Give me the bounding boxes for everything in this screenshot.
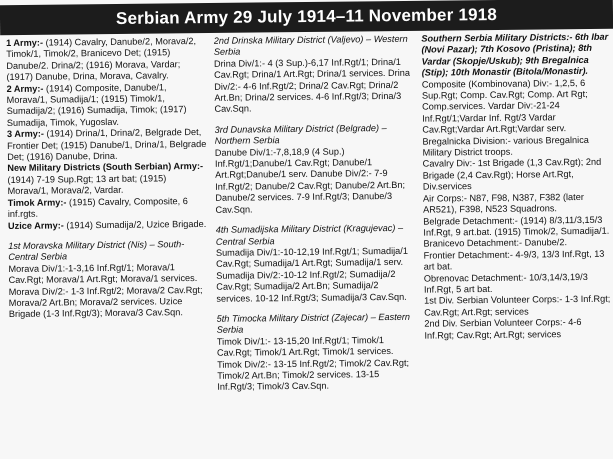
frontier-det-text: Frontier Detachment:- 4-9/3, 13/3 Inf.Rgt, 13 art bat. bbox=[423, 248, 605, 272]
air-corps-text: Air Corps:- N87, F98, N387, F382 (later AR521), F398, N523 Squadrons. bbox=[422, 191, 584, 215]
army2-text: (1914) Composite, Danube/1, Morava/1, Sumadija/1; (1915) Timok/1, Sumadija/2; (1916) Sumadija, Timok; (1917) Sumadija, Timok, Yugoslav. bbox=[6, 81, 187, 128]
md5-heading: 5th Timocka Military District (Zajecar) – Eastern Serbia bbox=[216, 311, 411, 336]
timok-army-text: (1915) Cavalry, Composite, 6 inf.rgts. bbox=[7, 195, 188, 220]
md5-text: Timok Div/1:- 13-15,20 Inf.Rgt/1; Timok/1 Cav.Rgt; Timok/1 Art.Rgt; Timok/1 services. Timok Div/2:- 13-15 Inf.Rgt/2; Timok/2 Cav.Rgt; Timok/2 Art.Bn; Timok/2 services. 13-15 Inf.Rgt/3; Timok/3 Cav.Sqn. bbox=[216, 334, 410, 393]
nmd-heading: New Military Districts (South Serbian) Army:- bbox=[7, 161, 204, 174]
column-1 bbox=[6, 36, 210, 456]
ssmd-text: Composite (Kombinovana) Div:- 1,2,5, 6 Sup.Rgt; Comp. Cav.Rgt; Comp. Art Rgt; Comp.services. Vardar Div:-21-24 Inf.Rgt/1;Vardar Inf. Rgt/3 Vardar Cav.Rgt;Vardar Art.Rgt;Vardar serv. Bregalnicka Division:- various Bregalnica Military District troops. bbox=[421, 77, 589, 158]
nmd-text: (1914) 7-19 Sup.Rgt; 13 art bat; (1915) Morava/1, Morava/2, Vardar. bbox=[7, 173, 167, 197]
md2-text: Drina Div/1:- 4 (3 Sup.)-6,17 Inf.Rgt/1; Drina/1 Cav.Rgt; Drina/1 Art.Rgt; Drina/1 services. Drina Div/2:- 4-6 Inf.Rgt/2; Drina/2 Cav.Rgt; Drina/2 Art.Bn; Drina/2 services. 4-6 Inf.Rgt/3; Drina/3 Cav.Sqn. bbox=[213, 56, 411, 115]
md1-text: Morava Div/1:-1-3,16 Inf.Rgt/1; Morava/1 Cav.Rgt; Morava/1 Art.Rgt; Morava/1 services. Morava Div/2:- 1-3 Inf.Rgt/2; Morava/2 Cav.Rgt; Morava/2 Art.Bn; Morava/2 services. Uzice Brigade (1-3 Inf.Rgt/3); Morava/3 Cav.Sqn. bbox=[8, 261, 203, 320]
ssmd-heading: Southern Serbia Military Districts:- 6th Ibar (Novi Pazar); 7th Kosovo (Pristina); 8th Vardar (Skopje/Uskub); 9th Bregalnica (Stip); 10th Monastir (Bitola/Monastir). bbox=[421, 31, 609, 78]
timok-army-heading: Timok Army:- bbox=[7, 197, 67, 208]
uzice-army-heading: Uzice Army:- bbox=[7, 219, 64, 231]
branicevo-det-text: Branicevo Detachment:- Danube/2. bbox=[423, 237, 568, 249]
uzice-army-text: (1914) Sumadija/2, Uzice Brigade. bbox=[63, 218, 207, 230]
army1-text: (1914) Cavalry, Danube/2, Morava/2, Timok/1, Timok/2, Branicevo Det; (1915) Danube/2. Drina/2; (1916) Morava, Vardar; (1917) Danube, Drina, Morava, Cavalry. bbox=[6, 36, 197, 83]
column-3 bbox=[421, 32, 613, 452]
army3-entry bbox=[7, 127, 207, 163]
page-title: Serbian Army 29 July 1914–11 November 1918 bbox=[115, 5, 498, 28]
army3-heading: 3 Army:- bbox=[6, 128, 44, 140]
timok-army-entry bbox=[8, 196, 208, 221]
army2-heading: 2 Army:- bbox=[6, 83, 44, 94]
md3-text: Danube Div/1:-7,8,18,9 (4 Sup.) Inf.Rgt/1;Danube/1 Cav.Rgt; Danube/1 Art.Rgt;Danube/1 serv. Danube Div/2:- 7-9 Inf.Rgt/2; Danube/2 Cav.Rgt; Danube/2 Art.Bn; Danube/2 services. 7-9 Inf.Rgt/3; Danube/3 Cav.Sqn. bbox=[214, 146, 406, 215]
volunteer-div1-text: 1st Div. Serbian Volunteer Corps:- 1-3 Inf.Rgt; Cav.Rgt; Art.Rgt; services bbox=[424, 294, 611, 318]
army3-text: (1914) Drina/1, Drina/2, Belgrade Det, Frontier Det; (1915) Danube/1, Drina/1, Belgrade Det; (1916) Danube, Drina. bbox=[7, 127, 207, 163]
page-title-banner bbox=[0, 0, 613, 35]
army1-heading: 1 Army:- bbox=[6, 37, 44, 48]
md3-heading: 3rd Dunavska Military District (Belgrade) – Northern Serbia bbox=[214, 122, 387, 147]
volunteer-div2-text: 2nd Div. Serbian Volunteer Corps:- 4-6 Inf.Rgt; Cav.Rgt; Art.Rgt; services bbox=[424, 317, 582, 341]
md4-text: Sumadija Div/1:-10-12,19 Inf.Rgt/1; Sumadija/1 Cav.Rgt; Sumadija/1 Art.Rgt; Sumadija/1 serv. Sumadija Div/2:-10-12 Inf.Rgt/2; Sumadija/2 Cav.Rgt; Sumadija/2 Art.Bn; Sumadija/2 services. 10-12 Inf.Rgt/3; Sumadija/3 Cav.Sqn. bbox=[215, 245, 408, 304]
obrenovac-det-text: Obrenovac Detachment:- 10/3,14/3,19/3 Inf.Rgt, 5 art bat. bbox=[423, 271, 588, 295]
md1-heading: 1st Moravska Military District (Nis) – South-Central Serbia bbox=[8, 239, 185, 263]
belgrade-det-text: Belgrade Detachment:- (1914) 8/3,11/3,15/3 Inf.Rgt, 9 art.bat. (1915) Timok/2, Sumadija/1. bbox=[423, 214, 610, 238]
uzice-army-entry bbox=[8, 218, 208, 231]
md2-heading: 2nd Drinska Military District (Valjevo) – Western Serbia bbox=[213, 33, 408, 58]
army1-entry bbox=[6, 36, 206, 84]
nmd-entry bbox=[7, 161, 207, 197]
army2-entry bbox=[6, 82, 206, 130]
text-columns bbox=[6, 32, 613, 456]
column-2 bbox=[214, 34, 418, 454]
md4-heading: 4th Sumadijska Military District (Kragujevac) – Central Serbia bbox=[215, 222, 404, 247]
cavalry-div-text: Cavalry Div:- 1st Brigade (1,3 Cav.Rgt); 2nd Brigade (2,4 Cav.Rgt); Horse Art.Rgt, Div.services bbox=[422, 157, 602, 192]
